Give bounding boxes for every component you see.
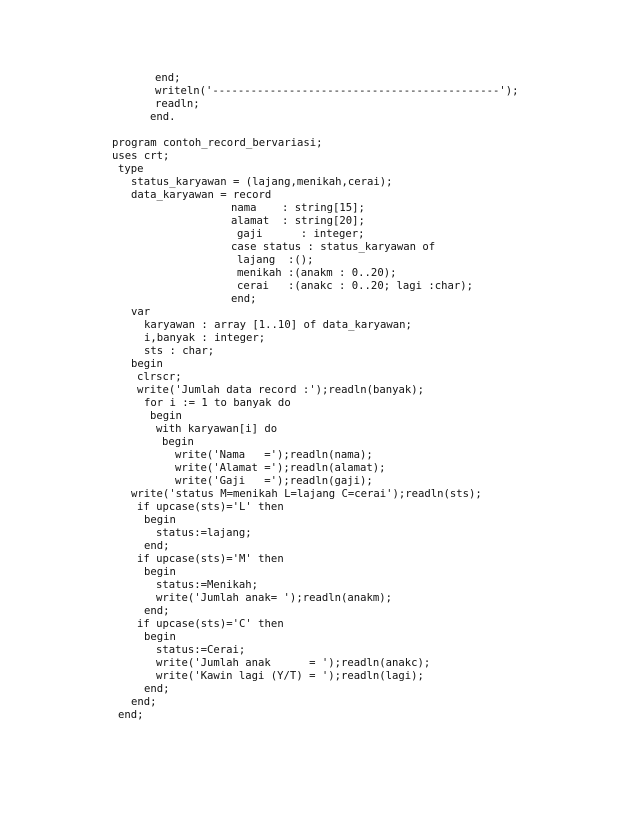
code-line: nama : string[15]; xyxy=(231,202,365,214)
code-line: if upcase(sts)='C' then xyxy=(137,618,284,630)
code-line: writeln('---------------------------------------------'); xyxy=(155,85,519,97)
code-line: end; xyxy=(155,72,181,84)
code-line: menikah :(anakm : 0..20); xyxy=(237,267,397,279)
code-line: type xyxy=(118,163,144,175)
code-line: begin xyxy=(144,631,176,643)
blank-line xyxy=(0,124,638,137)
code-line: if upcase(sts)='M' then xyxy=(137,553,284,565)
code-line: write('Jumlah anak = ');readln(anakc); xyxy=(156,657,431,669)
code-line: if upcase(sts)='L' then xyxy=(137,501,284,513)
code-line: begin xyxy=(162,436,194,448)
code-line: write('Gaji =');readln(gaji); xyxy=(175,475,373,487)
code-line: program contoh_record_bervariasi; xyxy=(112,137,323,149)
code-line: uses crt; xyxy=(112,150,170,162)
code-line: alamat : string[20]; xyxy=(231,215,365,227)
code-line: status:=Menikah; xyxy=(156,579,259,591)
code-line: write('status M=menikah L=lajang C=cerai');readln(sts); xyxy=(131,488,482,500)
code-line: lajang :(); xyxy=(237,254,314,266)
code-line: end. xyxy=(150,111,176,123)
code-line: end; xyxy=(231,293,257,305)
code-line: var xyxy=(131,306,151,318)
code-line: karyawan : array [1..10] of data_karyawan; xyxy=(144,319,412,331)
code-line: write('Kawin lagi (Y/T) = ');readln(lagi); xyxy=(156,670,424,682)
code-line: end; xyxy=(144,540,170,552)
code-line: write('Nama =');readln(nama); xyxy=(175,449,373,461)
code-line: i,banyak : integer; xyxy=(144,332,266,344)
code-line: begin xyxy=(144,514,176,526)
code-line: write('Alamat =');readln(alamat); xyxy=(175,462,386,474)
code-line: status_karyawan = (lajang,menikah,cerai); xyxy=(131,176,393,188)
code-line: begin xyxy=(131,358,163,370)
code-line: for i := 1 to banyak do xyxy=(144,397,291,409)
code-line: end; xyxy=(118,709,144,721)
code-line: gaji : integer; xyxy=(237,228,365,240)
code-line: end; xyxy=(144,605,170,617)
code-line: write('Jumlah data record :');readln(banyak); xyxy=(137,384,425,396)
code-line: begin xyxy=(150,410,182,422)
code-line: with karyawan[i] do xyxy=(156,423,278,435)
code-line: data_karyawan = record xyxy=(131,189,272,201)
code-line: status:=lajang; xyxy=(156,527,252,539)
code-line: clrscr; xyxy=(137,371,182,383)
code-listing xyxy=(0,72,638,722)
code-line: status:=Cerai; xyxy=(156,644,246,656)
code-line: case status : status_karyawan of xyxy=(231,241,436,253)
code-line: end; xyxy=(131,696,157,708)
code-line: end; xyxy=(144,683,170,695)
code-line: readln; xyxy=(155,98,200,110)
code-line: begin xyxy=(144,566,176,578)
code-line: sts : char; xyxy=(144,345,215,357)
code-line: write('Jumlah anak= ');readln(anakm); xyxy=(156,592,392,604)
code-line: cerai :(anakc : 0..20; lagi :char); xyxy=(237,280,473,292)
